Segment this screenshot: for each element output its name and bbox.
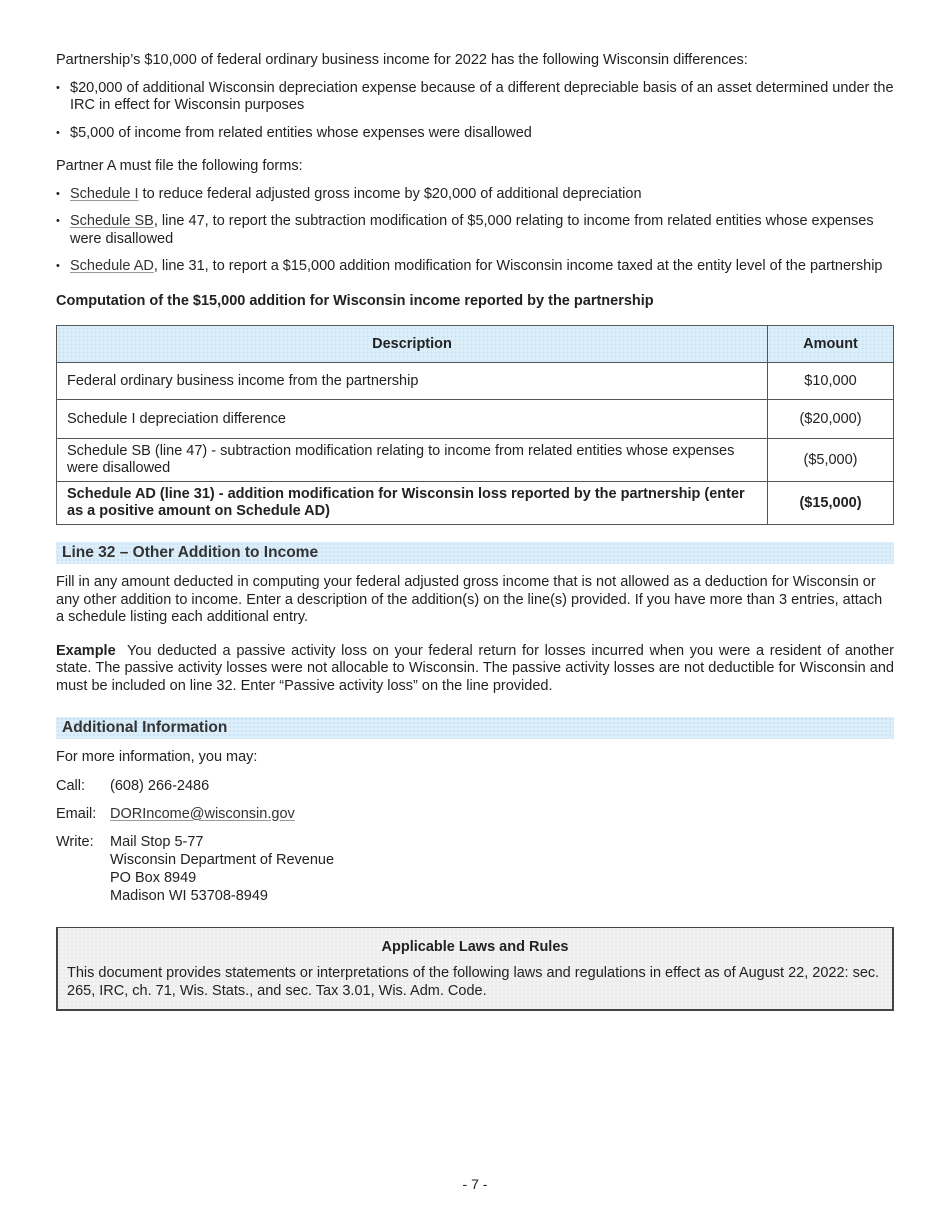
phone-number: (608) 266-2486 [110, 777, 210, 794]
laws-body: This document provides statements or interpretations of the following laws and regulations in effect as of August 22, 2022: sec. 265, IRC, ch. 71, Wis. Stats., and sec. Tax 3.01, Wis. Adm. Code. [67, 964, 880, 999]
intro-bullet: • $5,000 of income from related entities whose expenses were disallowed [56, 125, 894, 143]
row-description: Schedule I depreciation difference [57, 400, 768, 439]
forms-list [56, 186, 894, 276]
write-label: Write: [56, 833, 94, 850]
table-row [57, 400, 894, 439]
row-description: Schedule AD (line 31) - addition modification for Wisconsin loss reported by the partnership (enter as a positive amount on Schedule AD) [57, 482, 768, 525]
call-label: Call: [56, 777, 86, 794]
example-label: Example [56, 642, 116, 659]
additional-lead: For more information, you may: [56, 749, 258, 765]
address-line: Wisconsin Department of Revenue [110, 851, 335, 868]
intro-bullet: • $20,000 of additional Wisconsin depreciation expense because of a different depreciable basis of an asset determined under the IRC in effect for Wisconsin purposes [56, 80, 894, 115]
row-amount: ($5,000) [768, 439, 894, 482]
document-page [56, 52, 894, 1011]
row-amount: ($15,000) [768, 482, 894, 525]
form-item-text: , line 47, to report the subtraction modification of $5,000 relating to income from related entities whose expenses were disallowed [70, 213, 874, 247]
form-item-schedule-i [56, 186, 894, 204]
email-label: Email: [56, 805, 97, 822]
mailing-address [110, 833, 334, 905]
example-text: You deducted a passive activity loss on your federal return for losses incurred when you were a resident of another state. The passive activity losses were not allocable to Wisconsin. The passive activity losses are not deductible for Wisconsin and must be included on line 32. Enter “Passive activity loss” on the line provided. [56, 642, 894, 694]
row-description: Schedule SB (line 47) - subtraction modification relating to income from related entities whose expenses were disallowed [57, 439, 768, 482]
forms-lead: Partner A must file the following forms: [56, 158, 303, 174]
address-line: PO Box 8949 [110, 869, 197, 886]
line32-body: Fill in any amount deducted in computing your federal adjusted gross income that is not allowed as a deduction for Wisconsin or any other addition to income. Enter a description of the addition(s) on the line(s) provided. If you have more than 3 entries, attach a schedule listing each additional entry. [56, 574, 883, 625]
computation-table [56, 325, 894, 525]
intro-list [56, 80, 894, 143]
contact-write [56, 833, 894, 905]
form-item-schedule-ad [56, 258, 894, 276]
address-line: Mail Stop 5-77 [110, 833, 204, 850]
description-header: Description [57, 326, 768, 363]
intro-lead: Partnership’s $10,000 of federal ordinary business income for 2022 has the following Wisconsin differences: [56, 52, 748, 68]
contact-call [56, 777, 894, 795]
page-number: - 7 - [462, 1176, 488, 1192]
address-line: Madison WI 53708-8949 [110, 887, 268, 904]
row-amount: $10,000 [768, 363, 894, 400]
additional-info-heading: Additional Information [56, 717, 894, 739]
computation-heading: Computation of the $15,000 addition for Wisconsin income reported by the partnership [56, 292, 654, 309]
email-link[interactable]: DORIncome@wisconsin.gov [110, 805, 295, 822]
laws-box [56, 927, 894, 1011]
row-amount: ($20,000) [768, 400, 894, 439]
schedule-ad-link[interactable]: Schedule AD [70, 258, 154, 274]
table-row [57, 439, 894, 482]
table-row [57, 363, 894, 400]
row-description: Federal ordinary business income from the partnership [57, 363, 768, 400]
table-row-total [57, 482, 894, 525]
form-item-text: , line 31, to report a $15,000 addition modification for Wisconsin income taxed at the entity level of the partnership [153, 258, 883, 274]
laws-title: Applicable Laws and Rules [381, 938, 569, 955]
line32-example [56, 643, 894, 696]
form-item-text: to reduce federal adjusted gross income by $20,000 of additional depreciation [138, 185, 642, 202]
contact-email [56, 805, 894, 823]
line32-heading: Line 32 – Other Addition to Income [56, 542, 894, 564]
schedule-i-link[interactable]: Schedule I [70, 185, 139, 202]
amount-header: Amount [768, 326, 894, 363]
form-item-schedule-sb [56, 213, 894, 248]
schedule-sb-link[interactable]: Schedule SB [70, 213, 154, 229]
